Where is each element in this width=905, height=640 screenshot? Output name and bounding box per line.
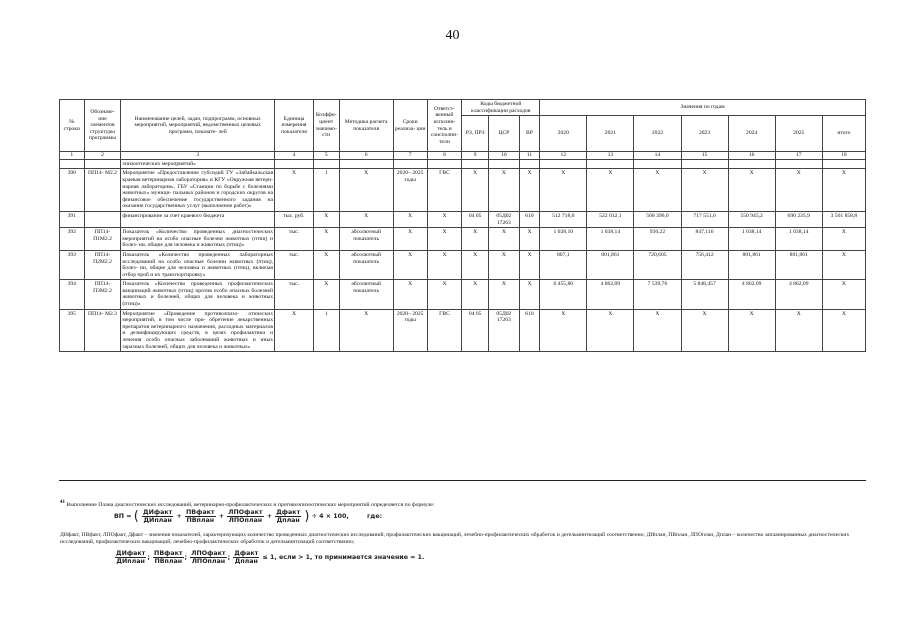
- row-value-year: Х: [540, 309, 587, 352]
- formula-condition: $\frac{\text{ДИфакт}}{\text{ДИплан}}$ ; $\frac{\text{ПВфакт}}{\text{ПВплан}}$ ; $\frac{\text{ЛПОфакт}}{\text{ЛПОплан}}$ ; $\frac{\text{Дфакт}}{\text{Дплан}}$ ≤ 1, если > 1, то принимается значение = 1.: [116, 550, 425, 565]
- formula-denominator: ПВплан: [186, 517, 215, 524]
- row-value-total: Х: [822, 309, 865, 352]
- row-csr: Х: [489, 280, 520, 309]
- formula-numerator: ДИфакт: [143, 509, 173, 516]
- row-value-year: Х: [540, 169, 587, 212]
- row-unit: Х: [275, 169, 314, 212]
- row-code: ПП14- П3М2.2: [84, 280, 121, 309]
- row-value-year: 4 862,09: [775, 280, 822, 309]
- row-terms: Х: [393, 211, 427, 227]
- header-year: 2021: [587, 116, 634, 152]
- formula-denominator: Дплан: [234, 558, 258, 565]
- formula-denominator: ЛПОплан: [191, 558, 226, 565]
- table-row: [60, 250, 866, 279]
- row-value-year: Х: [634, 169, 681, 212]
- row-coef: Х: [313, 228, 339, 251]
- row-value-year: 6 455,80: [540, 280, 587, 309]
- header-name: Наименование целей, задач, подпрограмм, основных мероприятий, мероприятий, ведомственных целевых программ, показате- лей: [121, 100, 275, 152]
- table-row: [60, 169, 866, 212]
- row-executor: Х: [427, 211, 462, 227]
- program-table: [59, 99, 866, 352]
- header-year: 2024: [728, 116, 775, 152]
- row-name: Мероприятие «Предоставление субсидий ГУ «Забайкальская краевая ветеринарная лаборатория» и КГУ «Окружная ветери- нарная лаборатория», ГБУ «Станции по борьбе с болезнями животных» муници- пальных районов и городских округов на финансовое обеспечение государственного задания на оказание государственных услуг (выполнение работ)»: [121, 169, 275, 212]
- footnote-definitions: ДИфакт, ПВфакт, ЛПОфакт, Дфакт – значения показателей, характеризующих количество проведенных диагностических исследований, профилактических вакцинаций, лечебно-профилактических обработок и дегельминтизаций соответственно; ДИплан, ПВплан, ЛПОплан, Дплан – количество запланированных диагностических исследований, профилактических вакцинаций, лечебно-профилактических обработок и дегельминтизаций соответственно;: [60, 532, 850, 546]
- column-number: 5: [313, 152, 339, 160]
- row-code: ПП14- М2.2: [84, 169, 121, 212]
- row-value-year: 1 038,14: [587, 228, 634, 251]
- header-values: Значения по годам: [540, 100, 866, 116]
- row-coef: Х: [313, 211, 339, 227]
- row-csr: Х: [489, 169, 520, 212]
- formula-denominator: Дплан: [276, 517, 300, 524]
- row-method: Х: [339, 211, 393, 227]
- header-method: Методика расчета показателя: [339, 100, 393, 152]
- row-executor: Х: [427, 280, 462, 309]
- row-value-year: 801,861: [728, 250, 775, 279]
- row-number: 391: [60, 211, 85, 227]
- row-terms: 2020– 2025 годы: [393, 169, 427, 212]
- row-value-year: 801,861: [587, 250, 634, 279]
- header-vr: ВР: [519, 116, 540, 152]
- formula-numerator: ЛПОфакт: [228, 509, 263, 516]
- row-rz: Х: [462, 228, 489, 251]
- row-value-total: 3 561 858,8: [822, 211, 865, 227]
- row-value-year: Х: [681, 309, 728, 352]
- column-number: 2: [84, 152, 121, 160]
- table-row: [60, 280, 866, 309]
- column-number: 14: [634, 152, 681, 160]
- row-value-year: 1 038,14: [728, 228, 775, 251]
- column-number: 15: [681, 152, 728, 160]
- row-coef: 1: [313, 169, 339, 212]
- row-name: Показатель «Количество проведенных диагностических мероприятий на особо опасные болезни животных (птиц) и болез- ни, общие для человека и животных (птиц)»: [121, 228, 275, 251]
- row-executor: Х: [427, 228, 462, 251]
- row-value-year: 568 396,0: [634, 211, 681, 227]
- formula-numerator: ПВфакт: [154, 550, 183, 557]
- formula-where: где:: [366, 513, 383, 520]
- header-row-no: № строки: [60, 100, 85, 152]
- row-terms: Х: [393, 250, 427, 279]
- header-csr: ЦСР: [489, 116, 520, 152]
- row-executor: Х: [427, 250, 462, 279]
- formula-numerator: Дфакт: [276, 509, 301, 516]
- header-year: 2022: [634, 116, 681, 152]
- row-code: ПП14- П1М2.2: [84, 228, 121, 251]
- table-row: [60, 228, 866, 251]
- header-year: 2025: [775, 116, 822, 152]
- row-vr: Х: [519, 169, 540, 212]
- row-value-year: 690 235,9: [775, 211, 822, 227]
- row-method: Х: [339, 309, 393, 352]
- row-number: 390: [60, 169, 85, 212]
- column-number: 11: [519, 152, 540, 160]
- row-value-year: 807,1: [540, 250, 587, 279]
- column-number: 12: [540, 152, 587, 160]
- continuation-text: эпизоотических мероприятий»: [121, 159, 275, 169]
- column-number: 6: [339, 152, 393, 160]
- formula-numerator: Дфакт: [234, 550, 259, 557]
- continuation-row: [60, 159, 866, 169]
- row-value-total: Х: [822, 250, 865, 279]
- row-csr: 05Д02 17263: [489, 309, 520, 352]
- row-value-year: 801,861: [775, 250, 822, 279]
- formula-numerator: ПВфакт: [186, 509, 215, 516]
- formula-numerator: ДИфакт: [116, 550, 146, 557]
- row-code: ПП14- М2.3: [84, 309, 121, 352]
- row-value-year: 717 551,6: [681, 211, 728, 227]
- row-value-year: Х: [634, 309, 681, 352]
- formula-denominator: ДИплан: [116, 558, 145, 565]
- row-value-year: 756,412: [681, 250, 728, 279]
- header-budget-codes: Коды бюджетной классификации расходов: [462, 100, 540, 116]
- row-executor: ГВС: [427, 169, 462, 212]
- row-terms: 2020– 2025 годы: [393, 309, 427, 352]
- row-value-year: 5 848,457: [681, 280, 728, 309]
- row-value-year: Х: [728, 309, 775, 352]
- row-unit: тыс. руб.: [275, 211, 314, 227]
- footnote: [60, 500, 870, 509]
- row-executor: ГВС: [427, 309, 462, 352]
- row-name: финансирование за счет краевого бюджета: [121, 211, 275, 227]
- row-rz: Х: [462, 169, 489, 212]
- row-csr: Х: [489, 228, 520, 251]
- column-number: 7: [393, 152, 427, 160]
- row-csr: 05Д02 17263: [489, 211, 520, 227]
- column-number-row: [60, 152, 866, 160]
- row-value-year: 512 718,0: [540, 211, 587, 227]
- row-unit: Х: [275, 309, 314, 352]
- row-unit: тыс.: [275, 280, 314, 309]
- row-code: [84, 211, 121, 227]
- header-executor: Ответст- венный исполни- тель и соисполни- тели: [427, 100, 462, 152]
- row-value-year: 847,116: [681, 228, 728, 251]
- row-number: 395: [60, 309, 85, 352]
- row-unit: тыс.: [275, 228, 314, 251]
- formula-vp: ВП = ( $\frac{\text{ДИфакт}}{\text{ДИплан}}$ + $\frac{\text{ПВфакт}}{\text{ПВплан}}$ + $\frac{\text{ЛПОфакт}}{\text{ЛПОплан}}$ + $\frac{\text{Дфакт}}{\text{Дплан}}$ ) ÷ 4 × 100, где:: [114, 509, 383, 524]
- column-number: 1: [60, 152, 85, 160]
- header-year: 2020: [540, 116, 587, 152]
- row-value-year: Х: [587, 169, 634, 212]
- row-coef: 1: [313, 309, 339, 352]
- column-number: 18: [822, 152, 865, 160]
- row-method: Х: [339, 169, 393, 212]
- row-vr: Х: [519, 228, 540, 251]
- row-rz: 04 05: [462, 309, 489, 352]
- formula-denominator: ДИплан: [143, 517, 172, 524]
- row-value-year: 522 012,1: [587, 211, 634, 227]
- formula-numerator: ЛПОфакт: [191, 550, 226, 557]
- row-unit: тыс.: [275, 250, 314, 279]
- row-terms: Х: [393, 228, 427, 251]
- row-vr: Х: [519, 280, 540, 309]
- row-value-year: 720,605: [634, 250, 681, 279]
- row-value-year: 4 862,09: [728, 280, 775, 309]
- row-csr: Х: [489, 250, 520, 279]
- row-method: абсолютный показатель: [339, 280, 393, 309]
- row-value-year: Х: [681, 169, 728, 212]
- header-coef: Коэффи- циент значимо- сти: [313, 100, 339, 152]
- row-value-year: 550 945,2: [728, 211, 775, 227]
- footnote-divider: [59, 480, 866, 481]
- row-number: 392: [60, 228, 85, 251]
- row-name: Показатель «Количество проведенных лабораторных исследований на особо опасные болезни животных (птиц), болез- ни, общие для человека и животных (птиц), включая отбор проб и их транспортировку»: [121, 250, 275, 279]
- row-coef: Х: [313, 250, 339, 279]
- formula-tail: ÷ 4 × 100,: [311, 513, 349, 520]
- header-year: 2023: [681, 116, 728, 152]
- row-value-year: 1 028,10: [540, 228, 587, 251]
- formula-lhs: ВП =: [114, 513, 132, 520]
- page-number: 40: [445, 28, 460, 43]
- column-number: 9: [462, 152, 489, 160]
- row-value-year: Х: [728, 169, 775, 212]
- row-vr: Х: [519, 250, 540, 279]
- formula-denominator: ПВплан: [154, 558, 183, 565]
- row-number: 394: [60, 280, 85, 309]
- column-number: 13: [587, 152, 634, 160]
- column-number: 8: [427, 152, 462, 160]
- row-value-year: Х: [775, 309, 822, 352]
- row-vr: 610: [519, 309, 540, 352]
- row-method: абсолютный показатель: [339, 250, 393, 279]
- row-name: Мероприятие «Проведение противоэпизо- отических мероприятий, в том числе при- обретение лекарственных препаратов ветеринарного назначения, расходных материалов и дезинфицирующих средств, в целях профилактики и лечения особо опасных заболеваний животных и иных заразных болезней, общих для человека и животных»: [121, 309, 275, 352]
- row-value-total: Х: [822, 280, 865, 309]
- column-number: 17: [775, 152, 822, 160]
- row-value-year: 1 038,14: [775, 228, 822, 251]
- header-unit: Единица измерения показателя: [275, 100, 314, 152]
- header-terms: Сроки реализа- ции: [393, 100, 427, 152]
- row-terms: Х: [393, 280, 427, 309]
- row-value-year: 936,22: [634, 228, 681, 251]
- row-value-year: 4 862,09: [587, 280, 634, 309]
- row-value-total: Х: [822, 169, 865, 212]
- header-designation: Обозначе- ние элементов структуры программы: [84, 100, 121, 152]
- row-vr: 610: [519, 211, 540, 227]
- row-name: Показатель «Количество проведенных профилактических вакцинаций животных (птиц) против особо опасных болезней животных и болезней, общих для человека и животных (птиц)»: [121, 280, 275, 309]
- table-row: [60, 211, 866, 227]
- row-rz: 04 05: [462, 211, 489, 227]
- row-number: 393: [60, 250, 85, 279]
- row-rz: Х: [462, 250, 489, 279]
- row-coef: Х: [313, 280, 339, 309]
- footnote-mark: 41: [60, 500, 65, 505]
- row-value-year: Х: [775, 169, 822, 212]
- column-number: 16: [728, 152, 775, 160]
- row-value-year: Х: [587, 309, 634, 352]
- column-number: 3: [121, 152, 275, 160]
- header-year-total: итого: [822, 116, 865, 152]
- table-row: [60, 309, 866, 352]
- formula-denominator: ЛПОплан: [228, 517, 263, 524]
- header-rz: РЗ, ПРЗ: [462, 116, 489, 152]
- row-value-total: Х: [822, 228, 865, 251]
- row-value-year: 7 539,76: [634, 280, 681, 309]
- row-code: ПП14- П2М2.2: [84, 250, 121, 279]
- column-number: 4: [275, 152, 314, 160]
- row-rz: Х: [462, 280, 489, 309]
- formula-condition-tail: ≤ 1, если > 1, то принимается значение = 1.: [262, 554, 425, 561]
- footnote-intro: Выполнение Плана диагностических исследований, ветеринарно-профилактических и противоэпизоотических мероприятий определяется по формуле:: [66, 501, 435, 508]
- row-method: абсолютный показатель: [339, 228, 393, 251]
- column-number: 10: [489, 152, 520, 160]
